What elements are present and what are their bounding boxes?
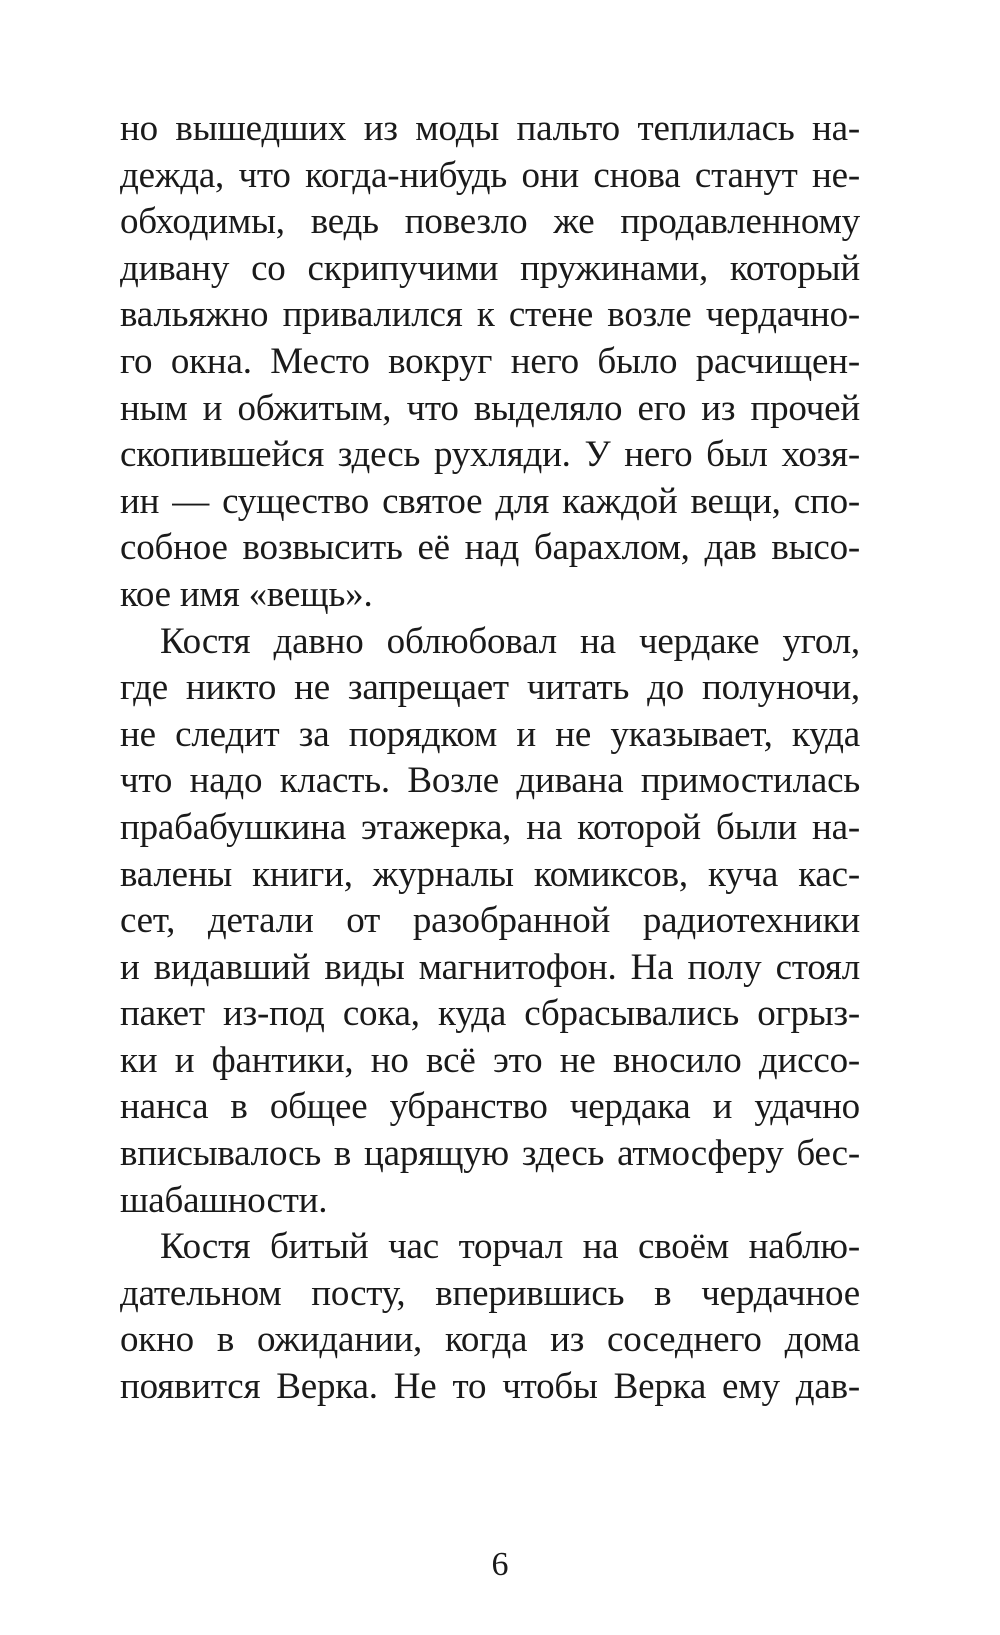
text-line: кое имя «вещь». <box>120 573 373 615</box>
text-line: дательном посту, вперившись в чердачное <box>120 1272 860 1314</box>
text-line: но вышедших из моды пальто теплилась на- <box>120 108 860 149</box>
text-line: ин — существо святое для каждой вещи, спо- <box>120 480 860 522</box>
text-line: ки и фантики, но всё это не вносило диссо- <box>120 1039 860 1081</box>
text-line: где никто не запрещает читать до полуночи, <box>120 667 860 709</box>
text-line: и видавший виды магнитофон. На полу стоял <box>120 946 860 988</box>
text-line: дежда, что когда-нибудь они снова станут не- <box>120 154 860 196</box>
text-line: вальяжно привалился к стене возле чердачно- <box>120 294 860 336</box>
text-line: скопившейся здесь рухляди. У него был хозя- <box>120 434 860 476</box>
text-line: сет, детали от разобранной радиотехники <box>120 900 860 942</box>
text-line: Костя давно облюбовал на чердаке угол, <box>160 620 860 662</box>
text-line: прабабушкина этажерка, на которой были на- <box>120 806 860 848</box>
text-line: появится Верка. Не то чтобы Верка ему дав- <box>120 1366 860 1408</box>
text-line: ным и обжитым, что выделяло его из прочей <box>120 387 860 429</box>
text-line: обходимы, ведь повезло же продавленному <box>120 201 860 243</box>
text-line: вписывалось в царящую здесь атмосферу бес- <box>120 1133 860 1175</box>
text-line: валены книги, журналы комиксов, куча кас- <box>120 853 860 895</box>
text-line: не следит за порядком и не указывает, куда <box>120 713 860 755</box>
body-text <box>120 106 860 1411</box>
text-line: пакет из-под сока, куда сбрасывались огрыз- <box>120 993 860 1035</box>
text-line: что надо класть. Возле дивана примостилась <box>120 760 860 802</box>
text-line: собное возвысить её над барахлом, дав высо- <box>120 527 860 569</box>
text-line: нанса в общее убранство чердака и удачно <box>120 1086 860 1128</box>
text-line: дивану со скрипучими пружинами, который <box>120 247 860 289</box>
text-line: шабашности. <box>120 1179 328 1221</box>
page-number: 6 <box>491 1546 509 1583</box>
text-line: Костя битый час торчал на своём наблю- <box>160 1226 860 1268</box>
text-line: окно в ожидании, когда из соседнего дома <box>120 1319 860 1361</box>
text-line: го окна. Место вокруг него было расчищен- <box>120 340 860 382</box>
